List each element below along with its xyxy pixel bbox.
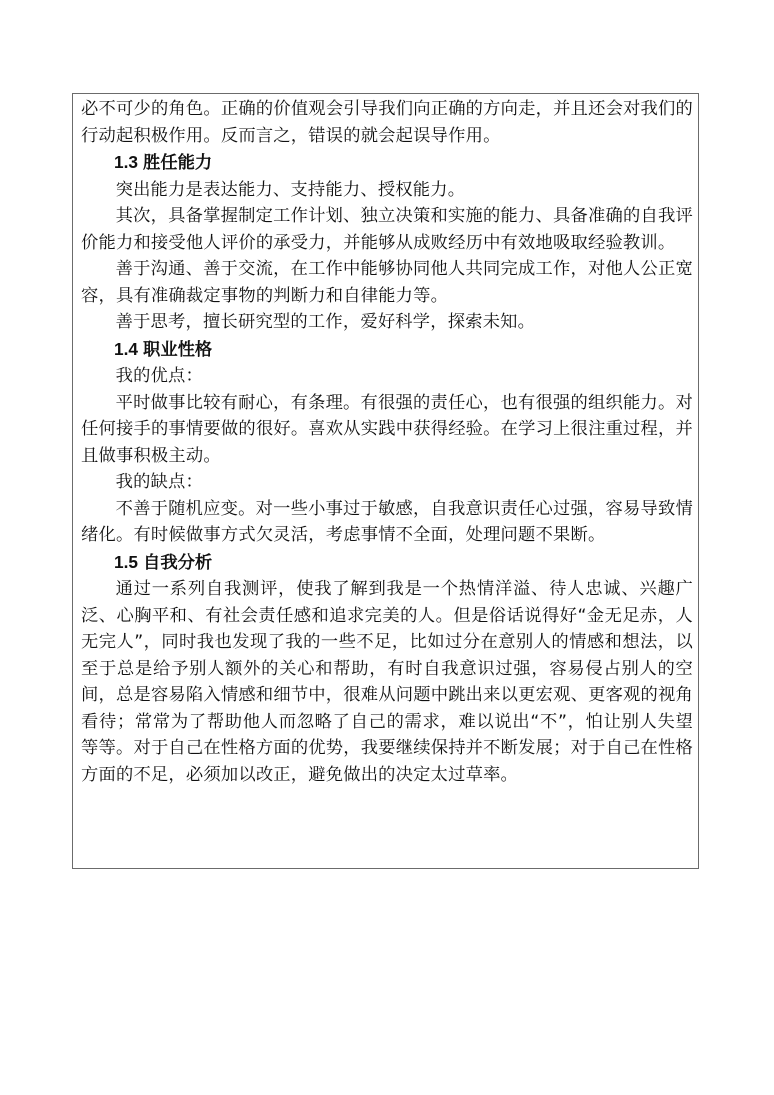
paragraph-thinking: 善于思考，擅长研究型的工作，爱好科学，探索未知。: [115, 312, 536, 332]
section-title: 职业性格: [143, 339, 213, 360]
section-title: 自我分析: [143, 552, 213, 573]
section-heading-self-analysis: [81, 549, 693, 577]
document-body: [81, 96, 693, 788]
section-number: 1.4: [114, 338, 139, 359]
section-number: 1.3: [114, 152, 139, 172]
paragraph-weaknesses: 不善于随机应变。对一些小事过于敏感，自我意识责任心过强，容易导致情绪化。有时候做事方式欠灵活，考虑事情不全面，处理问题不果断。: [81, 498, 693, 545]
section-title: 胜任能力: [143, 153, 213, 173]
paragraph-weaknesses-label: 我的缺点：: [115, 472, 204, 492]
paragraph-strengths: 平时做事比较有耐心，有条理。有很强的责任心，也有很强的组织能力。对任何接手的事情要做的很好。喜欢从实践中获得经验。在学习上很注重过程，并且做事积极主动。: [81, 392, 693, 466]
paragraph-planning-abilities: 其次，具备掌握制定工作计划、独立决策和实施的能力、具备准确的自我评价能力和接受他人评价的承受力，并能够从成败经历中有效地吸取经验教训。: [81, 206, 693, 253]
paragraph-strengths-label: 我的优点：: [115, 366, 204, 386]
section-heading-personality: [81, 336, 693, 364]
paragraph-self-analysis: 通过一系列自我测评，使我了解到我是一个热情洋溢、待人忠诚、兴趣广泛、心胸平和、有社会责任感和追求完美的人。但是俗话说得好“金无足赤，人无完人”，同时我也发现了我的一些不足，比如过分在意别人的情感和想法，以至于总是给予别人额外的关心和帮助，有时自我意识过强，容易侵占别人的空间，总是容易陷入情感和细节中，很难从问题中跳出来以更宏观、更客观的视角看待；常常为了帮助他人而忽略了自己的需求，难以说出“不”，怕让别人失望等等。对于自己在性格方面的优势，我要继续保持并不断发展；对于自己在性格方面的不足，必须加以改正，避免做出的决定太过草率。: [81, 579, 693, 785]
paragraph-values-continuation: 必不可少的角色。正确的价值观会引导我们向正确的方向走，并且还会对我们的行动起积极作用。反而言之，错误的就会起误导作用。: [81, 99, 693, 146]
paragraph-key-abilities: 突出能力是表达能力、支持能力、授权能力。: [115, 179, 466, 200]
paragraph-communication: 善于沟通、善于交流，在工作中能够协同他人共同完成工作，对他人公正宽容，具有准确裁定事物的判断力和自律能力等。: [81, 259, 693, 306]
section-heading-competency: [81, 149, 693, 177]
section-number: 1.5: [114, 551, 139, 572]
